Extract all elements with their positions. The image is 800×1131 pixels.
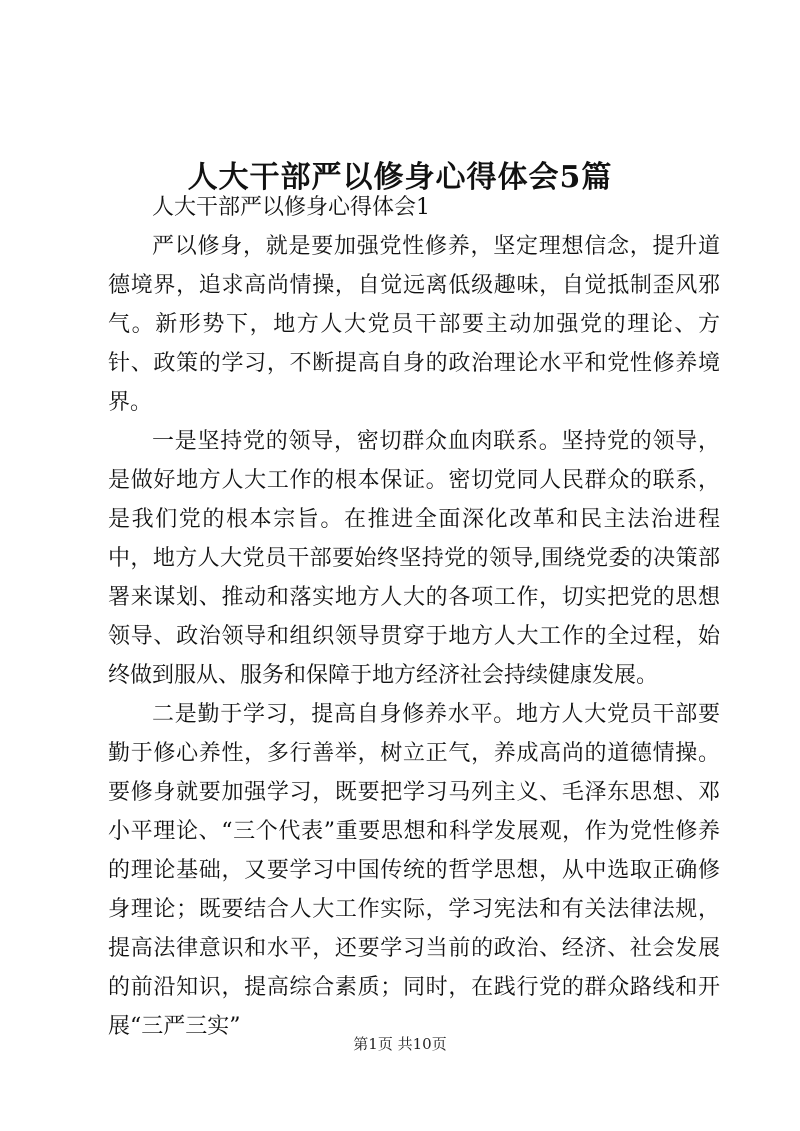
page-footer: 第1页 共10页 xyxy=(353,1035,447,1053)
document-title: 人大干部严以修身心得体会5篇 xyxy=(187,160,613,196)
paragraph-3: 二是勤于学习，提高自身修养水平。地方人大党员干部要勤于修心养性，多行善举，树立正气，养成高尚的道德情操。要修身就要加强学习，既要把学习马列主义、毛泽东思想、邓小平理论、“三个代表”重要思想和科学发展观，作为党性修养的理论基础，又要学习中国传统的哲学思想，从中选取正确修身理论；既要结合人大工作实际，学习宪法和有关法律法规，提高法律意识和水平，还要学习当前的政治、经济、社会发展的前沿知识，提高综合素质；同时，在践行党的群众路线和开展“三严三实” xyxy=(108,702,720,1039)
document-subtitle: 人大干部严以修身心得体会1 xyxy=(152,195,430,220)
paragraph-1: 严以修身，就是要加强党性修养，坚定理想信念，提升道德境界，追求高尚情操，自觉远离低级趣味，自觉抵制歪风邪气。新形势下，地方人大党员干部要主动加强党的理论、方针、政策的学习，不断提高自身的政治理论水平和党性修养境界。 xyxy=(108,234,720,415)
paragraph-2: 一是坚持党的领导，密切群众血肉联系。坚持党的领导，是做好地方人大工作的根本保证。密切党同人民群众的联系，是我们党的根本宗旨。在推进全面深化改革和民主法治进程中，地方人大党员干部要始终坚持党的领导,围绕党委的决策部署来谋划、推动和落实地方人大的各项工作，切实把党的思想领导、政治领导和组织领导贯穿于地方人大工作的全过程，始终做到服从、服务和保障于地方经济社会持续健康发展。 xyxy=(108,429,720,688)
document-body xyxy=(108,188,720,1046)
